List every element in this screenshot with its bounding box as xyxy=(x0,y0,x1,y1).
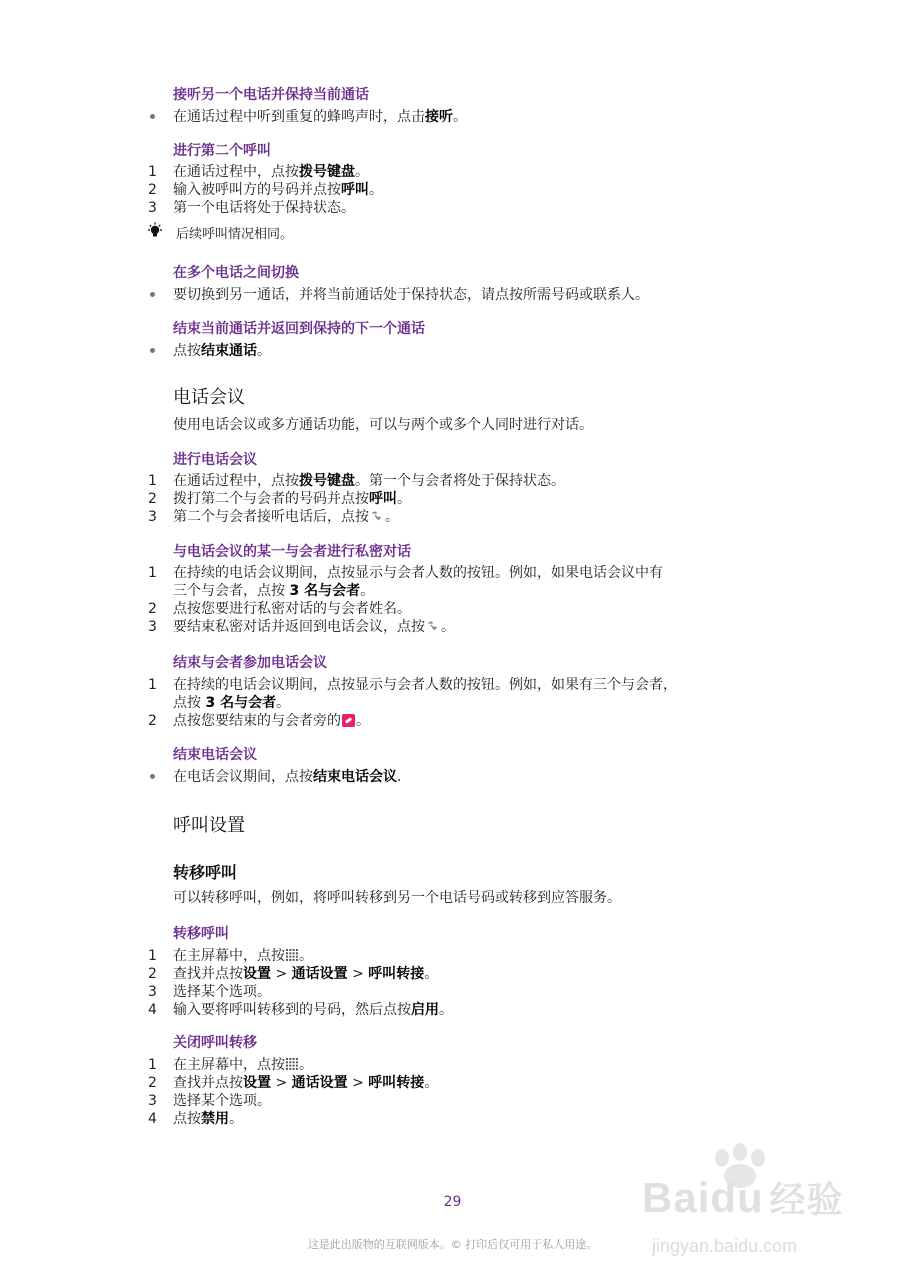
list-number: 3 xyxy=(148,984,157,1000)
list-item-continued: 点按 3 名与会者。 xyxy=(173,695,291,711)
list-item: 在电话会议期间，点按结束电话会议. xyxy=(173,769,402,785)
list-item: 要结束私密对话并返回到电话会议，点按 。 xyxy=(173,619,455,635)
list-item: 输入要将呼叫转移到的号码，然后点按启用。 xyxy=(173,1002,453,1018)
list-item: 在通话过程中，点按拨号键盘。 xyxy=(173,164,369,180)
list-item: 选择某个选项。 xyxy=(173,984,271,1000)
list-number: 3 xyxy=(148,1093,157,1109)
list-item: 查找并点按设置 > 通话设置 > 呼叫转接。 xyxy=(173,966,439,982)
list-number: 3 xyxy=(148,200,157,216)
list-item: 点按禁用。 xyxy=(173,1111,243,1127)
chapter-title-conference: 电话会议 xyxy=(173,387,245,408)
bullet xyxy=(150,108,158,116)
list-number: 1 xyxy=(148,164,157,180)
watermark-brand: Baidu 经验 xyxy=(642,1174,844,1221)
list-item: 在通话过程中，点按拨号键盘。第一个与会者将处于保持状态。 xyxy=(173,473,565,489)
list-item: 查找并点按设置 > 通话设置 > 呼叫转接。 xyxy=(173,1075,439,1091)
section-heading-make-conference: 进行电话会议 xyxy=(173,452,257,468)
page-number: 29 xyxy=(443,1194,462,1210)
list-item: 拨打第二个与会者的号码并点按呼叫。 xyxy=(173,491,411,507)
list-item: 要切换到另一通话，并将当前通话处于保持状态，请点按所需号码或联系人。 xyxy=(173,287,649,303)
list-number: 1 xyxy=(148,565,157,581)
list-number: 1 xyxy=(148,1057,157,1073)
page-footer: 这是此出版物的互联网版本。© 打印后仅可用于私人用途。 xyxy=(307,1238,598,1251)
list-item: 在主屏幕中，点按 。 xyxy=(173,1057,313,1073)
app-grid-icon xyxy=(286,948,298,960)
list-number: 1 xyxy=(148,948,157,964)
list-number: 3 xyxy=(148,509,157,525)
section-heading-switch-calls: 在多个电话之间切换 xyxy=(173,265,299,281)
list-item: 点按您要结束的与会者旁的 。 xyxy=(173,713,370,729)
section-heading-end-current: 结束当前通话并返回到保持的下一个通话 xyxy=(173,321,425,337)
watermark-url: jingyan.baidu.com xyxy=(652,1236,798,1256)
subsection-intro: 可以转移呼叫，例如，将呼叫转移到另一个电话号码或转移到应答服务。 xyxy=(173,890,621,906)
bullet xyxy=(150,768,158,776)
lightbulb-icon xyxy=(146,222,164,240)
list-item: 第二个与会者接听电话后，点按 。 xyxy=(173,509,399,525)
end-call-icon xyxy=(342,714,355,727)
merge-calls-icon xyxy=(426,619,440,633)
app-grid-icon xyxy=(286,1057,298,1069)
list-number: 1 xyxy=(148,473,157,489)
list-number: 2 xyxy=(148,713,157,729)
subsection-title-forwarding: 转移呼叫 xyxy=(173,863,238,882)
baidu-watermark xyxy=(640,1138,870,1268)
list-number: 3 xyxy=(148,619,157,635)
list-item: 点按结束通话。 xyxy=(173,343,271,359)
merge-calls-icon xyxy=(370,509,384,523)
list-number: 1 xyxy=(148,677,157,693)
list-number: 4 xyxy=(148,1002,157,1018)
section-heading-second-call: 进行第二个呼叫 xyxy=(173,143,271,159)
list-number: 2 xyxy=(148,601,157,617)
section-heading-forward-calls: 转移呼叫 xyxy=(173,926,229,942)
list-item: 点按您要进行私密对话的与会者姓名。 xyxy=(173,601,411,617)
list-item-continued: 三个与会者，点按 3 名与会者。 xyxy=(173,583,375,599)
chapter-intro: 使用电话会议或多方通话功能，可以与两个或多个人同时进行对话。 xyxy=(173,417,593,433)
section-heading-answer-second: 接听另一个电话并保持当前通话 xyxy=(173,87,369,103)
list-number: 2 xyxy=(148,1075,157,1091)
section-heading-end-conference: 结束电话会议 xyxy=(173,747,257,763)
list-item: 选择某个选项。 xyxy=(173,1093,271,1109)
tip-text: 后续呼叫情况相同。 xyxy=(176,227,294,242)
list-item: 第一个电话将处于保持状态。 xyxy=(173,200,355,216)
list-number: 4 xyxy=(148,1111,157,1127)
bullet xyxy=(150,342,158,350)
list-item: 在持续的电话会议期间，点按显示与会者人数的按钮。例如，如果电话会议中有 xyxy=(173,565,663,581)
list-item: 在主屏幕中，点按 。 xyxy=(173,948,313,964)
list-item: 在通话过程中听到重复的蜂鸣声时，点击接听。 xyxy=(173,109,467,125)
section-heading-disable-forwarding: 关闭呼叫转移 xyxy=(173,1035,257,1051)
section-heading-private-talk: 与电话会议的某一与会者进行私密对话 xyxy=(173,544,411,560)
list-item: 输入被呼叫方的号码并点按呼叫。 xyxy=(173,182,383,198)
list-number: 2 xyxy=(148,966,157,982)
section-heading-remove-participant: 结束与会者参加电话会议 xyxy=(173,655,327,671)
chapter-title-call-settings: 呼叫设置 xyxy=(173,815,245,836)
bullet xyxy=(150,286,158,294)
list-item: 在持续的电话会议期间，点按显示与会者人数的按钮。例如，如果有三个与会者， xyxy=(173,677,677,693)
list-number: 2 xyxy=(148,182,157,198)
list-number: 2 xyxy=(148,491,157,507)
